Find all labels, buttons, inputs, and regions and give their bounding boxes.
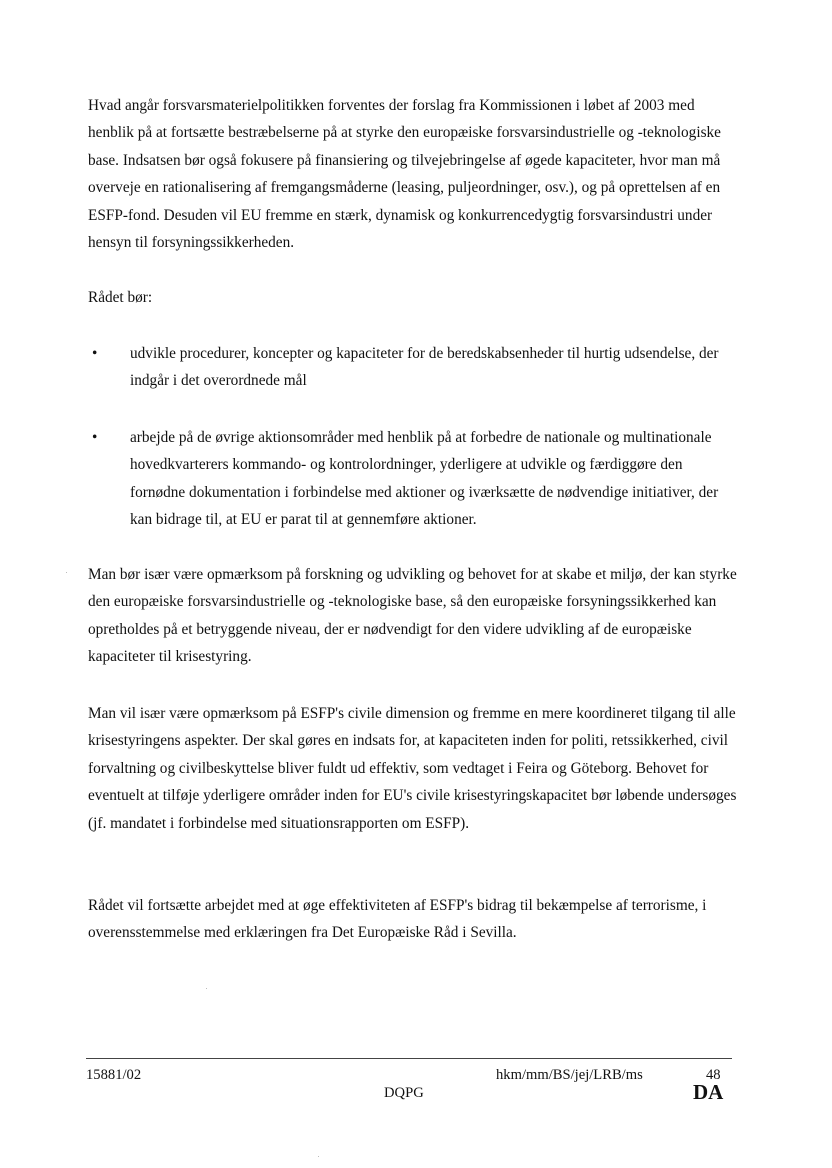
paragraph-defence-equipment: Hvad angår forsvarsmaterielpolitikken forventes der forslag fra Kommissionen i løbet af 2003 med henblik på at fortsætte bestræbelserne på at styrke den europæiske forsvarsindustrielle og -teknologiske base. Indsatsen bør også fokusere på finansiering og tilvejebringelse af øgede kapaciteter, hvor man må overveje en rationalisering af fremgangsmåderne (leasing, puljeordninger, osv.), og på oprettelsen af en ESFP-fond. Desuden vil EU fremme en stærk, dynamisk og konkurrencedygtig forsvarsindustri under hensyn til forsyningssikkerheden. — [88, 97, 721, 252]
scan-speck — [66, 572, 67, 573]
document-number: 15881/02 — [86, 1067, 142, 1083]
scan-speck — [318, 1156, 319, 1157]
paragraph-terrorism: Rådet vil fortsætte arbejdet med at øge effektiviteten af ESFP's bidrag til bekæmpelse af terrorisme, i overensstemmelse med erklæringen fra Det Europæiske Råd i Sevilla. — [88, 897, 707, 942]
bullet-icon: • — [92, 345, 98, 362]
bullet-icon: • — [92, 429, 98, 446]
paragraph-council-should: Rådet bør: — [88, 289, 153, 306]
paragraph-research-development: Man bør især være opmærksom på forskning og udvikling og behovet for at skabe et miljø, der kan styrke den europæiske forsvarsindustrielle og -teknologiske base, så den europæiske forsyningssikkerhed kan opretholdes på et betryggende niveau, der er nødvendigt for den videre udvikling af de europæiske kapaciteter til krisestyring. — [88, 566, 737, 666]
paragraph-civil-dimension: Man vil især være opmærksom på ESFP's civile dimension og fremme en mere koordineret tilgang til alle krisestyringens aspekter. Der skal gøres en indsats for, at kapaciteten inden for politi, retssikkerhed, civil forvaltning og civilbeskyttelse bliver fuldt ud effektiv, som vedtaget i Feira og Göteborg. Behovet for eventuelt at tilføje yderligere områder inden for EU's civile krisestyringskapacitet bør løbende undersøges (jf. mandatet i forbindelse med situationsrapporten om ESFP). — [88, 705, 737, 832]
department-code: DQPG — [384, 1085, 424, 1101]
bullet-text: udvikle procedurer, koncepter og kapaciteter for de beredskabsenheder til hurtig udsendelse, der indgår i det overordnede mål — [130, 345, 719, 390]
footer-divider — [86, 1058, 732, 1059]
author-initials: hkm/mm/BS/jej/LRB/ms — [496, 1067, 643, 1083]
page-number: 48 — [706, 1067, 721, 1083]
bullet-text: arbejde på de øvrige aktionsområder med henblik på at forbedre de nationale og multinationale hovedkvarterers kommando- og kontrolordninger, yderligere at udvikle og færdiggøre den fornødne dokumentation i forbindelse med aktioner og iværksætte de nødvendige initiativer, der kan bidrage til, at EU er parat til at gennemføre aktioner. — [130, 429, 719, 529]
language-code: DA — [693, 1080, 724, 1104]
scan-speck — [206, 988, 207, 989]
